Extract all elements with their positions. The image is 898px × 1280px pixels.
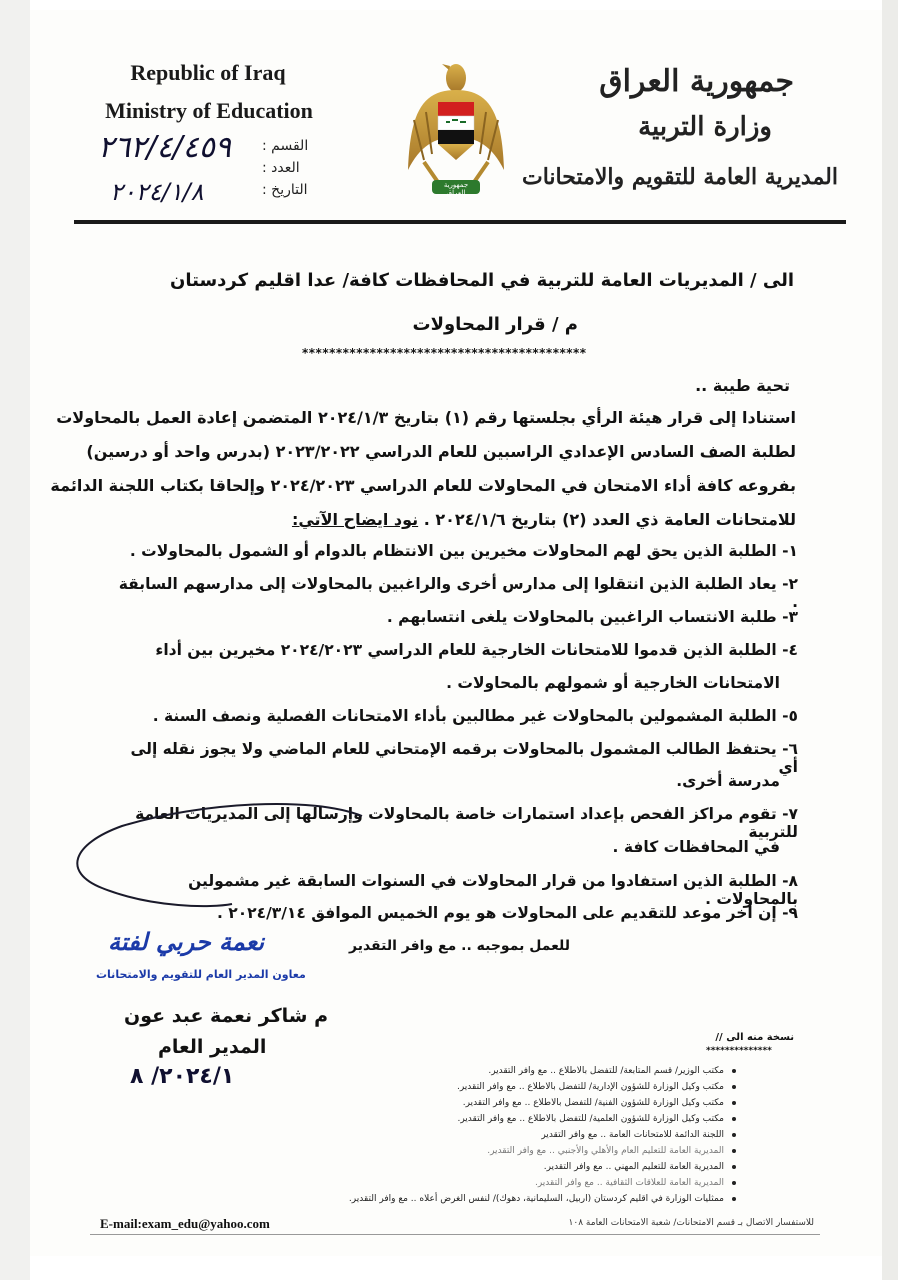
list-item-text: يعاد الطلبة الذين انتقلوا إلى مدارس أخرى والراغبين بالمحاولات إلى مدارسهم السابقة .: [118, 575, 798, 611]
list-item: [108, 641, 798, 659]
list-item-number: ٩-: [782, 904, 798, 922]
copy-recipient-text: مكتب الوزير/ قسم المتابعة/ للتفضل بالاطلاع .. مع وافر التقدير.: [488, 1066, 724, 1076]
intro-line-4-text: للامتحانات العامة ذي العدد (٢) بتاريخ ٢٠٢٤/١/٦ .: [423, 510, 796, 529]
list-item-number: ٥-: [782, 707, 798, 725]
assistant-title-stamp: معاون المدير العام للتقويم والامتحانات: [96, 968, 306, 981]
handwritten-loop-annotation: [62, 796, 382, 914]
bullet-icon: [732, 1117, 736, 1121]
footer-email: E-mail:exam_edu@yahoo.com: [100, 1216, 270, 1231]
subject-line: م / قرار المحاولات: [412, 314, 578, 335]
director-date: ٢٠٢٤/١/ ٨: [130, 1064, 235, 1089]
copies-stars: **************: [706, 1046, 772, 1056]
copy-recipient-text: مكتب وكيل الوزارة للشؤون العلمية/ للتفضل بالاطلاع .. مع وافر التقدير.: [457, 1114, 724, 1124]
list-item-number: ٧-: [782, 805, 798, 823]
copy-recipient: [487, 1146, 736, 1156]
copies-heading: نسخة منه الى //: [715, 1032, 794, 1043]
list-item-continuation: في المحافظات كافة .: [612, 838, 780, 856]
footer-divider: [90, 1234, 820, 1235]
header-arabic-ministry: وزارة التربية: [638, 112, 772, 142]
separator-stars: ******************************************: [302, 346, 587, 360]
list-item: [108, 740, 798, 776]
list-item-number: ١-: [782, 542, 798, 560]
list-item-number: ٦-: [782, 740, 798, 758]
list-item-text: إن اخر موعد للتقديم على المحاولات هو يوم الخميس الموافق ٢٠٢٤/٣/١٤ .: [216, 904, 777, 922]
bullet-icon: [732, 1133, 736, 1137]
bullet-icon: [732, 1101, 736, 1105]
list-item: [108, 608, 798, 626]
intro-line-4: [292, 510, 796, 530]
number-label: العدد :: [262, 160, 300, 176]
intro-line-2: لطلبة الصف السادس الإعدادي الراسبين للعام الدراسي ٢٠٢٣/٢٠٢٢ (بدرس واحد أو درسين): [86, 442, 796, 461]
copy-recipient-text: ممثليات الوزارة في اقليم كردستان (اربيل، السليمانية، دهوك)/ لنفس الغرض أعلاه .. مع وافر التقدير.: [348, 1194, 724, 1204]
footer-inquiry: للاستفسار الاتصال بـ قسم الامتحانات/ شعبة الامتحانات العامة ١٠٨: [568, 1218, 814, 1228]
scan-edge-right: [882, 0, 898, 1280]
copy-recipient: [535, 1178, 736, 1188]
copy-recipient-text: المديرية العامة للتعليم العام والأهلي والأجنبي .. مع وافر التقدير.: [487, 1146, 724, 1156]
bullet-icon: [732, 1165, 736, 1169]
director-name: م شاكر نعمة عبد عون: [124, 1005, 329, 1027]
copy-recipient-text: المديرية العامة للتعليم المهني .. مع وافر التقدير.: [543, 1162, 724, 1172]
bullet-icon: [732, 1181, 736, 1185]
date-label: التاريخ :: [262, 182, 308, 198]
bullet-icon: [732, 1149, 736, 1153]
intro-line-3: بفروعه كافة أداء الامتحان في المحاولات للعام الدراسي ٢٠٢٤/٢٠٢٣ وإلحاقا بكتاب اللجنة الدائمة: [50, 476, 796, 495]
copy-recipient: [541, 1130, 736, 1140]
list-item-number: ٤-: [782, 641, 798, 659]
header-arabic-republic: جمهورية العراق: [599, 64, 794, 99]
list-item: [108, 707, 798, 725]
copy-recipient: [457, 1114, 736, 1124]
copy-recipient-text: مكتب وكيل الوزارة للشؤون الإدارية/ للتفضل بالاطلاع .. مع وافر التقدير.: [456, 1082, 724, 1092]
intro-line-4-emphasis: نود ايضاح الآتي:: [291, 510, 419, 529]
bullet-icon: [732, 1085, 736, 1089]
bullet-icon: [732, 1069, 736, 1073]
copy-recipient: [544, 1162, 736, 1172]
reference-date-handwritten: ٢٠٢٤/١/٨: [110, 178, 204, 206]
list-item-number: ٣-: [782, 608, 798, 626]
copy-recipient-text: مكتب وكيل الوزارة للشؤون الفنية/ للتفضل بالاطلاع .. مع وافر التقدير.: [462, 1098, 724, 1108]
list-item-number: ٢-: [782, 575, 798, 593]
iraq-emblem-icon: [404, 50, 508, 200]
list-item-text: تقوم مراكز الفحص بإعداد استمارات خاصة بالمحاولات وإرسالها إلى المديريات العامة للتربية: [135, 805, 798, 841]
header-divider: [74, 220, 846, 224]
copy-recipient: [463, 1098, 736, 1108]
director-title: المدير العام: [158, 1036, 267, 1058]
assistant-signature-stamp: نعمة حربي لفتة: [108, 928, 265, 956]
copy-recipient: [488, 1066, 736, 1076]
list-item-continuation: الامتحانات الخارجية أو شمولهم بالمحاولات .: [446, 674, 780, 692]
list-item-text: الطلبة المشمولين بالمحاولات غير مطالبين بأداء الامتحانات الفصلية ونصف السنة .: [152, 707, 777, 725]
copy-recipient-text: اللجنة الدائمة للامتحانات العامة .. مع وافر التقدير: [541, 1130, 724, 1140]
section-label: القسم :: [262, 138, 309, 154]
copy-recipient: [349, 1194, 736, 1204]
list-item-text: الطلبة الذين يحق لهم المحاولات مخيرين بين الانتظام بالدوام أو الشمول بالمحاولات .: [129, 542, 777, 560]
list-item-text: يحتفظ الطالب المشمول بالمحاولات برقمه الإمتحاني للعام الماضي ولا يجوز نقله إلى أي: [130, 740, 798, 776]
greeting: تحية طيبة ..: [695, 376, 790, 395]
copy-recipient-text: المديرية العامة للعلاقات الثقافية .. مع وافر التقدير.: [534, 1178, 724, 1188]
list-item-continuation: مدرسة أخرى.: [676, 772, 780, 790]
header-english-ministry: Ministry of Education: [105, 98, 313, 123]
header-english-country: Republic of Iraq: [130, 60, 286, 85]
scan-edge-left: [0, 0, 30, 1280]
list-item-text: الطلبة الذين قدموا للامتحانات الخارجية للعام الدراسي ٢٠٢٤/٢٠٢٣ مخيرين بين أداء: [155, 641, 777, 659]
list-item: [108, 575, 798, 611]
intro-line-1: استنادا إلى قرار هيئة الرأي بجلستها رقم (١) بتاريخ ٢٠٢٤/١/٣ المتضمن إعادة العمل بالمحاولات: [56, 408, 796, 427]
list-item-text: طلبة الانتساب الراغبين بالمحاولات يلغى انتسابهم .: [386, 608, 777, 626]
emblem-banner-text: جمهورية العراق: [443, 181, 469, 197]
bullet-icon: [732, 1197, 736, 1201]
copy-recipient: [457, 1082, 736, 1092]
list-item-text: الطلبة الذين استفادوا من قرار المحاولات في السنوات السابقة غير مشمولين بالمحاولات .: [188, 872, 798, 908]
list-item: [108, 542, 798, 560]
list-item-number: ٨-: [782, 872, 798, 890]
header-arabic-directorate: المديرية العامة للتقويم والامتحانات: [522, 164, 838, 190]
reference-number-handwritten: ٢٦٢/٤/٤٥٩: [98, 130, 232, 165]
closing-line: للعمل بموجبه .. مع وافر التقدير: [349, 938, 570, 954]
recipient-line: الى / المديريات العامة للتربية في المحافظات كافة/ عدا اقليم كردستان: [169, 270, 794, 291]
